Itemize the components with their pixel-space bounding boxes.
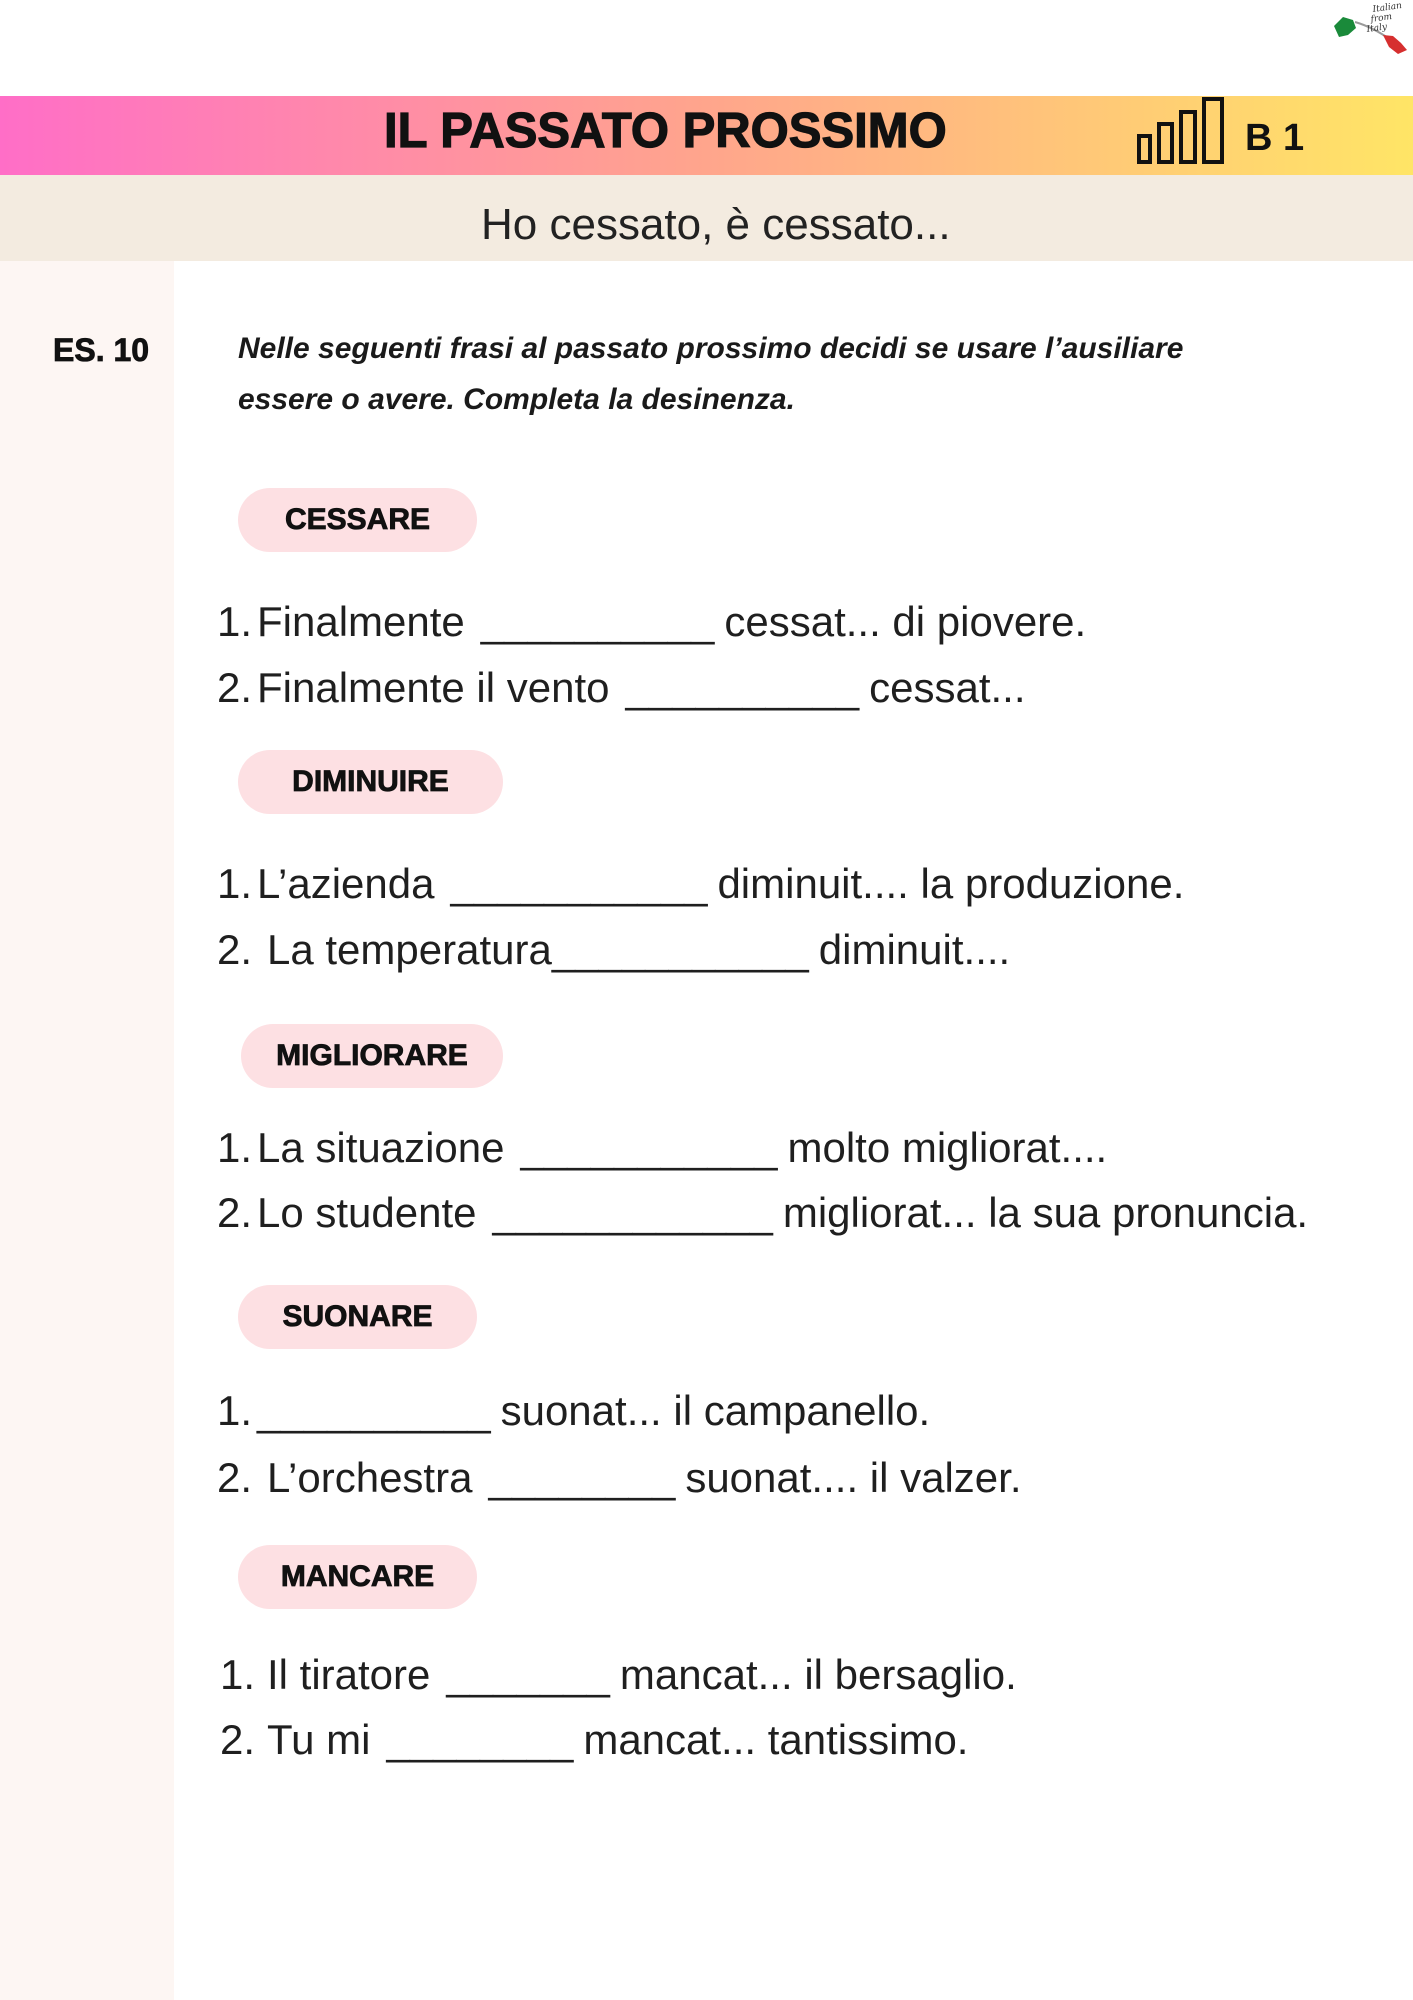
verb-label-mancare [238,1545,477,1609]
item-text-after: migliorat... la sua pronuncia. [782,1189,1309,1236]
exercise-instructions [238,323,1183,425]
item-text-after: cessat... [869,664,1026,711]
item-text-before: L’azienda [257,860,435,907]
answer-blank: ___________ [450,860,708,907]
level-bar [1159,124,1172,162]
item-text-after: diminuit.... la produzione. [717,860,1185,907]
instruction-line: essere o avere. Completa la desinenza. [238,383,795,416]
verb-label-text: DIMINUIRE [292,765,449,798]
item-text-before: Lo studente [257,1189,477,1236]
answer-blank: __________ [625,664,860,711]
item-text-before: La situazione [257,1124,505,1171]
logo-text-italy: Italy [1366,22,1388,35]
verb-label-text: MIGLIORARE [276,1039,468,1072]
left-margin-strip [0,261,174,2000]
verb-label-text: MANCARE [280,1560,435,1593]
answer-blank: _______ [446,1651,610,1698]
exercise-item [217,925,1010,975]
exercise-item [217,1188,1308,1238]
item-text-before: Il tiratore [267,1651,431,1698]
item-text-before: L’orchestra [267,1454,473,1501]
exercise-item [217,663,1026,713]
logo-text-italian: Italian [1372,0,1403,15]
item-text-after: suonat... il campanello. [500,1387,931,1434]
level-bar [1139,136,1150,162]
item-number: 2. [220,1716,256,1763]
item-text-before: La temperatura [267,926,552,973]
verb-label-diminuire [238,750,503,814]
level-bar [1181,112,1195,162]
exercise-item [220,1650,1017,1700]
item-number: 1. [220,1651,256,1698]
page-title: IL PASSATO PROSSIMO [384,104,947,158]
answer-blank: ________ [488,1454,676,1501]
item-number: 2. [217,664,253,711]
item-text-after: suonat.... il valzer. [685,1454,1022,1501]
exercise-item [217,1386,930,1436]
item-text-after: diminuit.... [818,926,1011,973]
answer-blank: ________ [386,1716,574,1763]
item-number: 1. [217,1124,253,1171]
item-number: 1. [217,598,253,645]
verb-label-suonare [238,1285,477,1349]
answer-blank: ___________ [520,1124,778,1171]
exercise-number: ES. 10 [53,332,150,368]
item-text-before: Finalmente il vento [257,664,610,711]
answer-blank: ___________ [551,926,809,973]
italian-from-italy-logo [1331,0,1413,60]
item-number: 1. [217,860,253,907]
verb-label-text: CESSARE [284,503,431,536]
italy-map-green [1334,17,1356,37]
level-bar [1204,99,1222,162]
item-text-before: Tu mi [267,1716,371,1763]
verb-label-migliorare [241,1024,503,1088]
item-text-after: mancat... il bersaglio. [619,1651,1017,1698]
item-text-after: mancat... tantissimo. [583,1716,969,1763]
exercise-item [217,1453,1022,1503]
exercise-item [217,859,1184,909]
verb-label-text: SUONARE [282,1300,433,1333]
item-text-before: Finalmente [257,598,465,645]
item-number: 1. [217,1387,253,1434]
exercise-item [217,597,1086,647]
item-text-after: cessat... di piovere. [724,598,1087,645]
exercise-item [217,1123,1107,1173]
answer-blank: ____________ [492,1189,773,1236]
instruction-line: Nelle seguenti frasi al passato prossimo decidi se usare l’ausiliare [238,332,1184,365]
logo-text-from: from [1370,12,1393,25]
level-badge: B 1 [1245,117,1305,159]
item-text-after: molto migliorat.... [787,1124,1108,1171]
answer-blank: __________ [480,598,715,645]
page-subtitle: Ho cessato, è cessato... [481,200,951,249]
exercise-item [220,1715,968,1765]
italy-map-red [1383,35,1407,54]
answer-blank: __________ [257,1387,491,1434]
verb-label-cessare [238,488,477,552]
item-number: 2. [217,1189,253,1236]
item-number: 2. [217,1454,253,1501]
signal-bars-icon [1137,96,1227,168]
item-number: 2. [217,926,253,973]
